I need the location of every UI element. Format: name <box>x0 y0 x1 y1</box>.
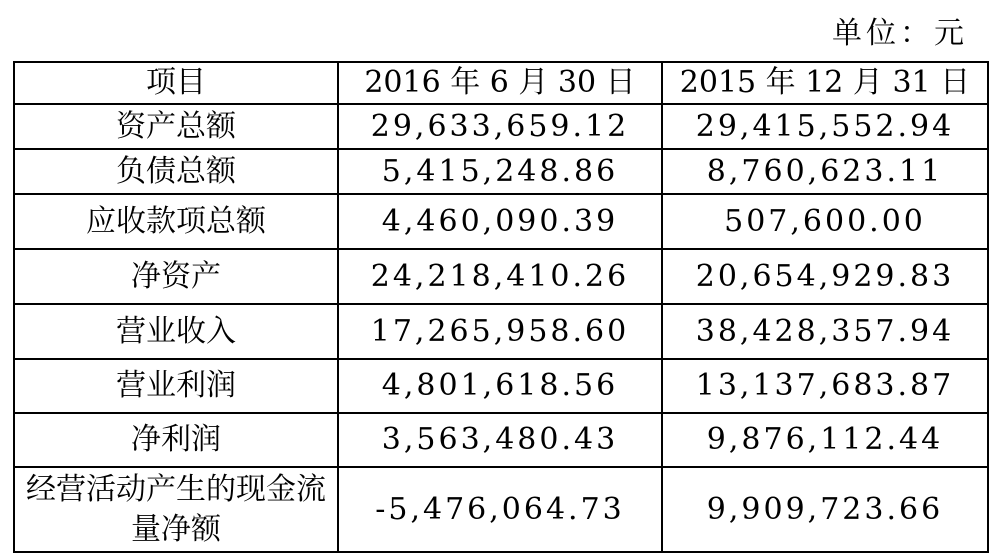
row-label: 净利润 <box>14 413 338 467</box>
value-2016: 4,801,618.56 <box>338 359 662 413</box>
header-item: 项目 <box>14 62 338 104</box>
value-2015: 9,909,723.66 <box>662 467 988 552</box>
value-2016: 4,460,090.39 <box>338 194 662 249</box>
table-row <box>14 149 988 194</box>
table-row <box>14 104 988 149</box>
row-label: 负债总额 <box>14 149 338 194</box>
table-row <box>14 304 988 359</box>
table-row <box>14 467 988 552</box>
row-label: 资产总额 <box>14 104 338 149</box>
value-2016: 17,265,958.60 <box>338 304 662 359</box>
row-label: 营业收入 <box>14 304 338 359</box>
table-row <box>14 249 988 304</box>
header-2015: 2015 年 12 月 31 日 <box>662 62 988 104</box>
row-label: 应收款项总额 <box>14 194 338 249</box>
value-2015: 38,428,357.94 <box>662 304 988 359</box>
value-2015: 20,654,929.83 <box>662 249 988 304</box>
row-label: 净资产 <box>14 249 338 304</box>
value-2015: 29,415,552.94 <box>662 104 988 149</box>
table-row <box>14 413 988 467</box>
table-row <box>14 359 988 413</box>
value-2016: 3,563,480.43 <box>338 413 662 467</box>
table-row <box>14 194 988 249</box>
value-2015: 507,600.00 <box>662 194 988 249</box>
value-2015: 8,760,623.11 <box>662 149 988 194</box>
financial-table <box>13 61 989 553</box>
unit-label: 单位：元 <box>832 16 968 51</box>
value-2015: 9,876,112.44 <box>662 413 988 467</box>
row-label: 营业利润 <box>14 359 338 413</box>
header-2016: 2016 年 6 月 30 日 <box>338 62 662 104</box>
value-2016: -5,476,064.73 <box>338 467 662 552</box>
value-2015: 13,137,683.87 <box>662 359 988 413</box>
table-header-row <box>14 62 988 104</box>
value-2016: 29,633,659.12 <box>338 104 662 149</box>
row-label: 经营活动产生的现金流量净额 <box>14 467 338 552</box>
value-2016: 5,415,248.86 <box>338 149 662 194</box>
value-2016: 24,218,410.26 <box>338 249 662 304</box>
